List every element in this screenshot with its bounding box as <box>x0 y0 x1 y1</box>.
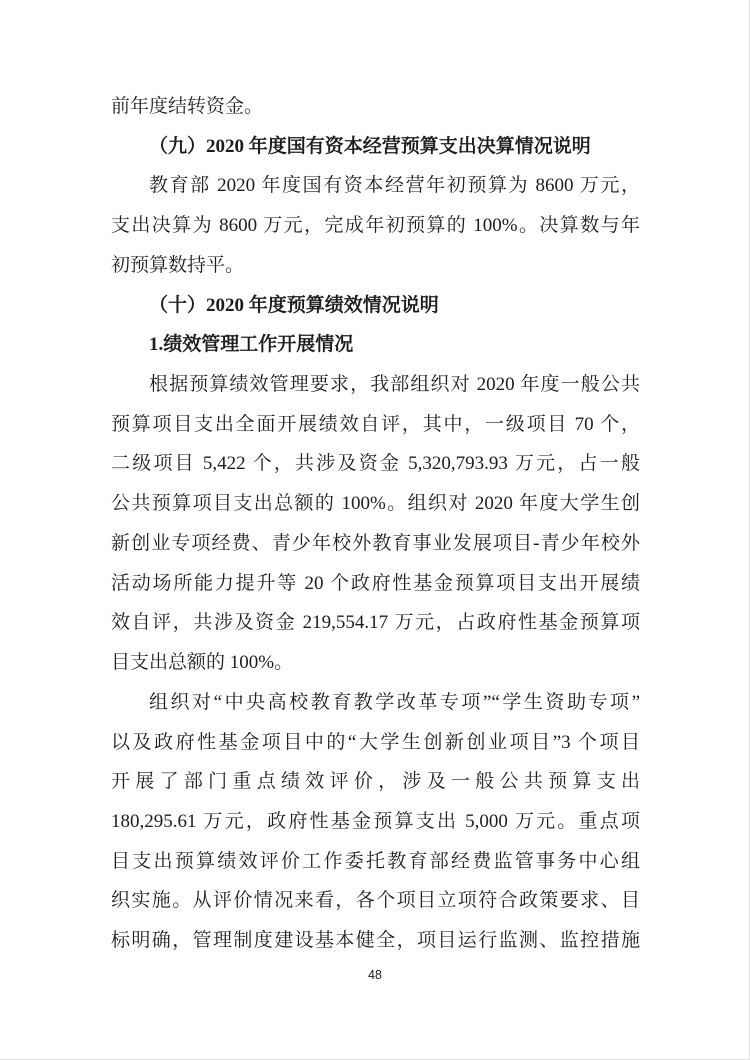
text-line: （九）2020 年度国有资本经营预算支出决算情况说明 <box>149 135 591 157</box>
text-line: 目支出总额的 100%。 <box>111 652 294 674</box>
text-line: （十）2020 年度预算绩效情况说明 <box>149 294 439 316</box>
text-line: 180,295.61 万元，政府性基金预算支出 5,000 万元。重点项 <box>111 810 640 832</box>
text-line: 二级项目 5,422 个，共涉及资金 5,320,793.93 万元，占一般 <box>111 453 640 475</box>
text-line: 预算项目支出全面开展绩效自评，其中，一级项目 70 个， <box>111 413 640 435</box>
text-line: 组织对“中央高校教育教学改革专项”“学生资助专项” <box>149 691 640 713</box>
text-line: 初预算数持平。 <box>111 254 245 276</box>
text-line: 教育部 2020 年度国有资本经营年初预算为 8600 万元， <box>149 175 640 197</box>
text-line: 前年度结转资金。 <box>111 96 264 117</box>
document-text-block <box>111 87 640 961</box>
text-line: 公共预算项目支出总额的 100%。组织对 2020 年度大学生创 <box>111 493 640 515</box>
page-footer <box>0 965 750 985</box>
text-line: 效自评，共涉及资金 219,554.17 万元，占政府性基金预算项 <box>111 612 640 634</box>
text-line: 标明确，管理制度建设基本健全，项目运行监测、监控措施 <box>111 930 640 952</box>
text-line: 目支出预算绩效评价工作委托教育部经费监管事务中心组 <box>111 850 640 872</box>
text-line: 根据预算绩效管理要求，我部组织对 2020 年度一般公共 <box>149 374 640 396</box>
text-line: 开展了部门重点绩效评价，涉及一般公共预算支出 <box>111 771 640 793</box>
text-line: 织实施。从评价情况来看，各个项目立项符合政策要求、目 <box>111 890 640 912</box>
text-line: 活动场所能力提升等 20 个政府性基金预算项目支出开展绩 <box>111 572 640 594</box>
page-number: 48 <box>368 968 382 982</box>
text-line: 新创业专项经费、青少年校外教育事业发展项目-青少年校外 <box>111 532 640 554</box>
text-line: 以及政府性基金项目中的“大学生创新创业项目”3 个项目 <box>111 731 640 753</box>
text-line: 1.绩效管理工作开展情况 <box>149 334 354 356</box>
text-line: 支出决算为 8600 万元，完成年初预算的 100%。决算数与年 <box>111 215 640 237</box>
